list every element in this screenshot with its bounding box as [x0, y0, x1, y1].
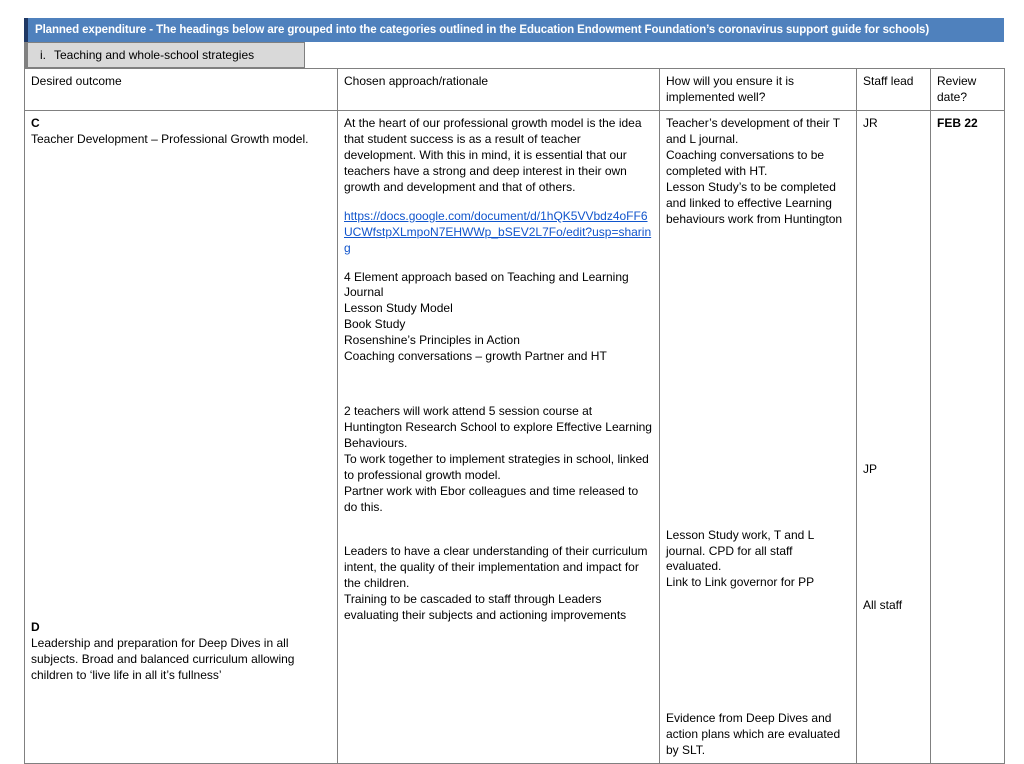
- approach-list-item-0: 4 Element approach based on Teaching and Learning Journal: [344, 269, 629, 300]
- cell-spacer: [31, 148, 331, 620]
- planned-expenditure-table: [24, 68, 1005, 764]
- table-header-row: [25, 69, 1005, 111]
- approach-list-item-2: Book Study: [344, 317, 406, 332]
- column-header-review-date-line2: date?: [937, 89, 968, 104]
- cell-staff-lead: [857, 110, 931, 763]
- cell-spacer: [666, 591, 850, 711]
- approach-paragraph-1: At the heart of our professional growth model is the idea that student success is as a result of teacher development. With this in mind, it is essential that our teachers have a strong and deep interest in their own growth and development and that of others.: [344, 115, 642, 194]
- approach-d-line-0: Leaders to have a clear understanding of their curriculum intent, the quality of their implementation and impact for the children.: [344, 543, 648, 590]
- approach-paragraph-2-line-0: 2 teachers will work attend 5 session course at Huntington Research School to explore Effective Learning Behaviours.: [344, 404, 652, 451]
- column-header-review-date-line1: Review: [937, 74, 977, 88]
- staff-lead-all-staff: All staff: [863, 597, 903, 612]
- cell-desired-outcome-c: [25, 110, 338, 763]
- implement-block2-line-0: Lesson Study work, T and L journal. CPD for all staff evaluated.: [666, 527, 814, 574]
- outcome-code-d: D: [31, 619, 40, 634]
- column-header-staff-lead: [857, 69, 931, 111]
- outcome-text-d: Leadership and preparation for Deep Dives in all subjects. Broad and balanced curriculum allowing children to ‘live life in all it’s fullness’: [31, 635, 295, 682]
- table-row: [25, 110, 1005, 763]
- column-header-desired-outcome-label: Desired outcome: [31, 74, 122, 88]
- column-header-implementation: [660, 69, 857, 111]
- banner-title: Planned expenditure - The headings below are grouped into the categories outlined in the Education Endowment Foundation’s coronavirus support guide for schools): [35, 23, 930, 36]
- implement-d-line-0: Evidence from Deep Dives and action plans which are evaluated by SLT.: [666, 711, 841, 758]
- implement-block1-line-0: Teacher’s development of their T and L journal.: [666, 115, 840, 146]
- outcome-text-c: Teacher Development – Professional Growth model.: [31, 131, 309, 146]
- subheader-body: [28, 42, 305, 68]
- implement-block1-line-2: Lesson Study’s to be completed and linked to effective Learning behaviours work from Huntington: [666, 179, 843, 226]
- approach-list-item-4: Coaching conversations – growth Partner and HT: [344, 349, 607, 364]
- cell-spacer: [863, 478, 924, 598]
- review-date-feb22: FEB 22: [937, 115, 978, 130]
- planned-expenditure-banner: [24, 18, 1004, 42]
- approach-list-item-1: Lesson Study Model: [344, 301, 453, 316]
- cell-implementation-c: [660, 110, 857, 763]
- outcome-code-c: C: [31, 115, 40, 130]
- subheader-numeral: i.: [40, 48, 46, 62]
- cell-spacer: [666, 228, 850, 528]
- column-header-chosen-approach: [338, 69, 660, 111]
- cell-spacer: [344, 516, 653, 544]
- implement-block1-line-1: Coaching conversations to be completed with HT.: [666, 147, 825, 178]
- cell-chosen-approach-c: [338, 110, 660, 763]
- staff-lead-jr: JR: [863, 115, 878, 130]
- approach-paragraph-2-line-2: Partner work with Ebor colleagues and time released to do this.: [344, 484, 639, 514]
- approach-list-item-3: Rosenshine’s Principles in Action: [344, 333, 520, 348]
- approach-link-paragraph: [344, 209, 653, 257]
- column-header-implementation-line1: How will you ensure it is: [666, 74, 795, 88]
- column-header-chosen-approach-label: Chosen approach/rationale: [344, 74, 489, 88]
- approach-paragraph-2-line-1: To work together to implement strategies in school, linked to professional growth model.: [344, 452, 649, 483]
- column-header-review-date: [931, 69, 1005, 111]
- google-doc-link[interactable]: https://docs.google.com/document/d/1hQK5VVbdz4oFF6UCWfstpXLmpoN7EHWWp_bSEV2L7Fo/edit?usp=sharing: [344, 208, 652, 255]
- cell-spacer: [863, 132, 924, 462]
- column-header-desired-outcome: [25, 69, 338, 111]
- approach-d-line-1: Training to be cascaded to staff through Leaders evaluating their subjects and actioning improvements: [344, 591, 627, 622]
- column-header-staff-lead-label: Staff lead: [863, 74, 914, 88]
- section-subheader: [24, 42, 1004, 68]
- staff-lead-jp: JP: [863, 461, 878, 476]
- cell-review-date: [931, 110, 1005, 763]
- subheader-label: Teaching and whole-school strategies: [54, 48, 255, 62]
- banner-body: [28, 18, 1004, 42]
- column-header-implementation-line2: implemented well?: [666, 89, 766, 104]
- implement-block2-line-1: Link to Link governor for PP: [666, 575, 815, 590]
